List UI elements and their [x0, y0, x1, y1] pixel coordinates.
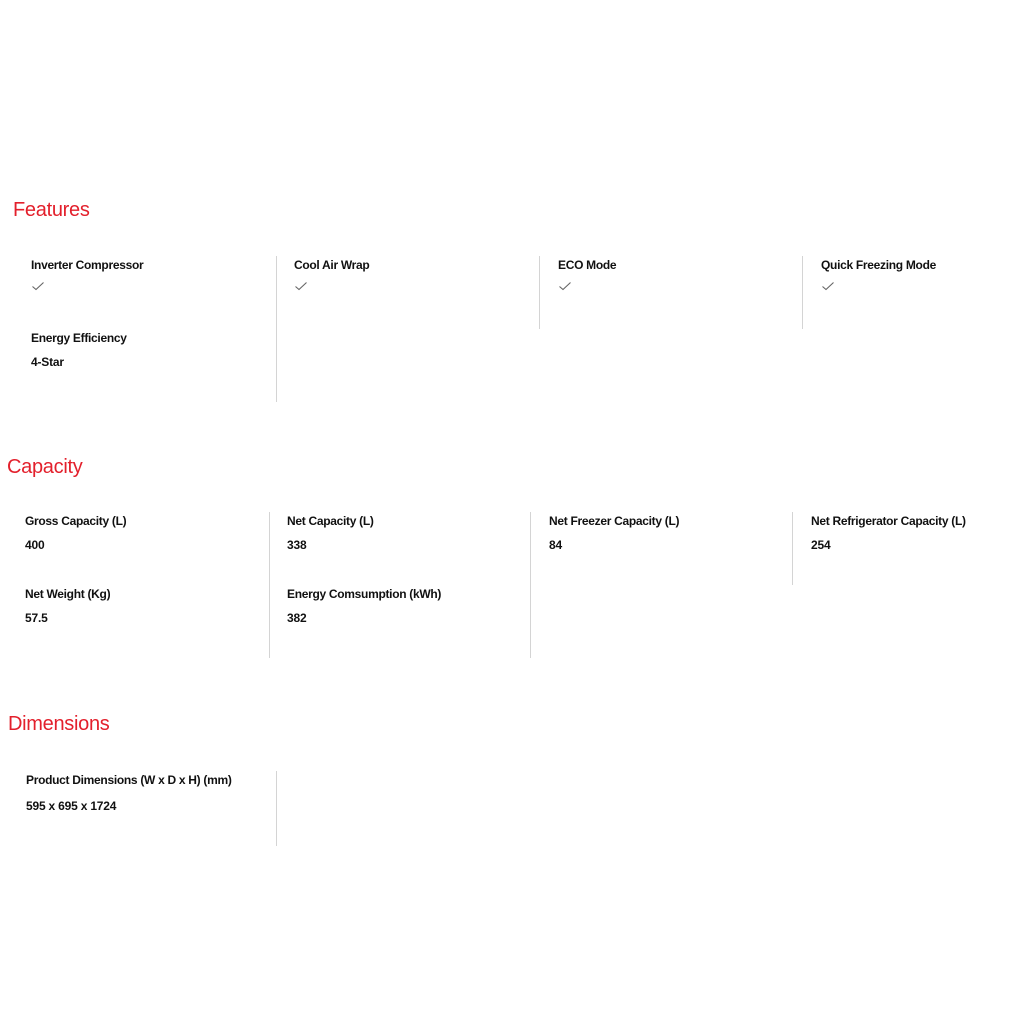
spec-net-refrigerator-capacity	[811, 513, 1011, 553]
check-icon	[821, 280, 835, 292]
spec-label: Net Weight (Kg)	[25, 587, 111, 601]
column-divider	[802, 256, 803, 329]
check-icon	[294, 280, 308, 292]
spec-value: 595 x 695 x 1724	[26, 799, 117, 813]
spec-net-capacity	[287, 513, 527, 553]
spec-energy-consumption	[287, 586, 527, 626]
spec-value: 400	[25, 538, 45, 552]
spec-label: Product Dimensions (W x D x H) (mm)	[26, 773, 232, 787]
spec-product-dimensions	[26, 772, 266, 814]
spec-value: 84	[549, 538, 562, 552]
spec-quick-freezing-mode	[821, 257, 1011, 292]
spec-value: 4-Star	[31, 355, 64, 369]
spec-label: Net Freezer Capacity (L)	[549, 514, 680, 528]
spec-label: Inverter Compressor	[31, 258, 144, 272]
spec-cool-air-wrap	[294, 257, 534, 292]
spec-label: Gross Capacity (L)	[25, 514, 127, 528]
capacity-title: Capacity	[7, 456, 83, 478]
spec-net-weight	[25, 586, 265, 626]
spec-value: 338	[287, 538, 307, 552]
dimensions-title: Dimensions	[8, 713, 110, 735]
spec-eco-mode	[558, 257, 798, 292]
spec-label: ECO Mode	[558, 258, 617, 272]
spec-label: Energy Comsumption (kWh)	[287, 587, 442, 601]
spec-net-freezer-capacity	[549, 513, 789, 553]
column-divider	[269, 512, 270, 658]
features-title: Features	[13, 199, 90, 221]
spec-inverter-compressor	[31, 257, 271, 292]
column-divider	[792, 512, 793, 585]
spec-label: Quick Freezing Mode	[821, 258, 936, 272]
column-divider	[539, 256, 540, 329]
spec-value: 382	[287, 611, 307, 625]
spec-value: 57.5	[25, 611, 48, 625]
spec-value: 254	[811, 538, 831, 552]
check-icon	[558, 280, 572, 292]
check-icon	[31, 280, 45, 292]
spec-label: Net Capacity (L)	[287, 514, 374, 528]
spec-label: Energy Efficiency	[31, 331, 127, 345]
spec-gross-capacity	[25, 513, 265, 553]
spec-energy-efficiency	[31, 330, 271, 370]
column-divider	[530, 512, 531, 658]
column-divider	[276, 771, 277, 846]
column-divider	[276, 256, 277, 402]
spec-label: Net Refrigerator Capacity (L)	[811, 514, 966, 528]
spec-label: Cool Air Wrap	[294, 258, 370, 272]
